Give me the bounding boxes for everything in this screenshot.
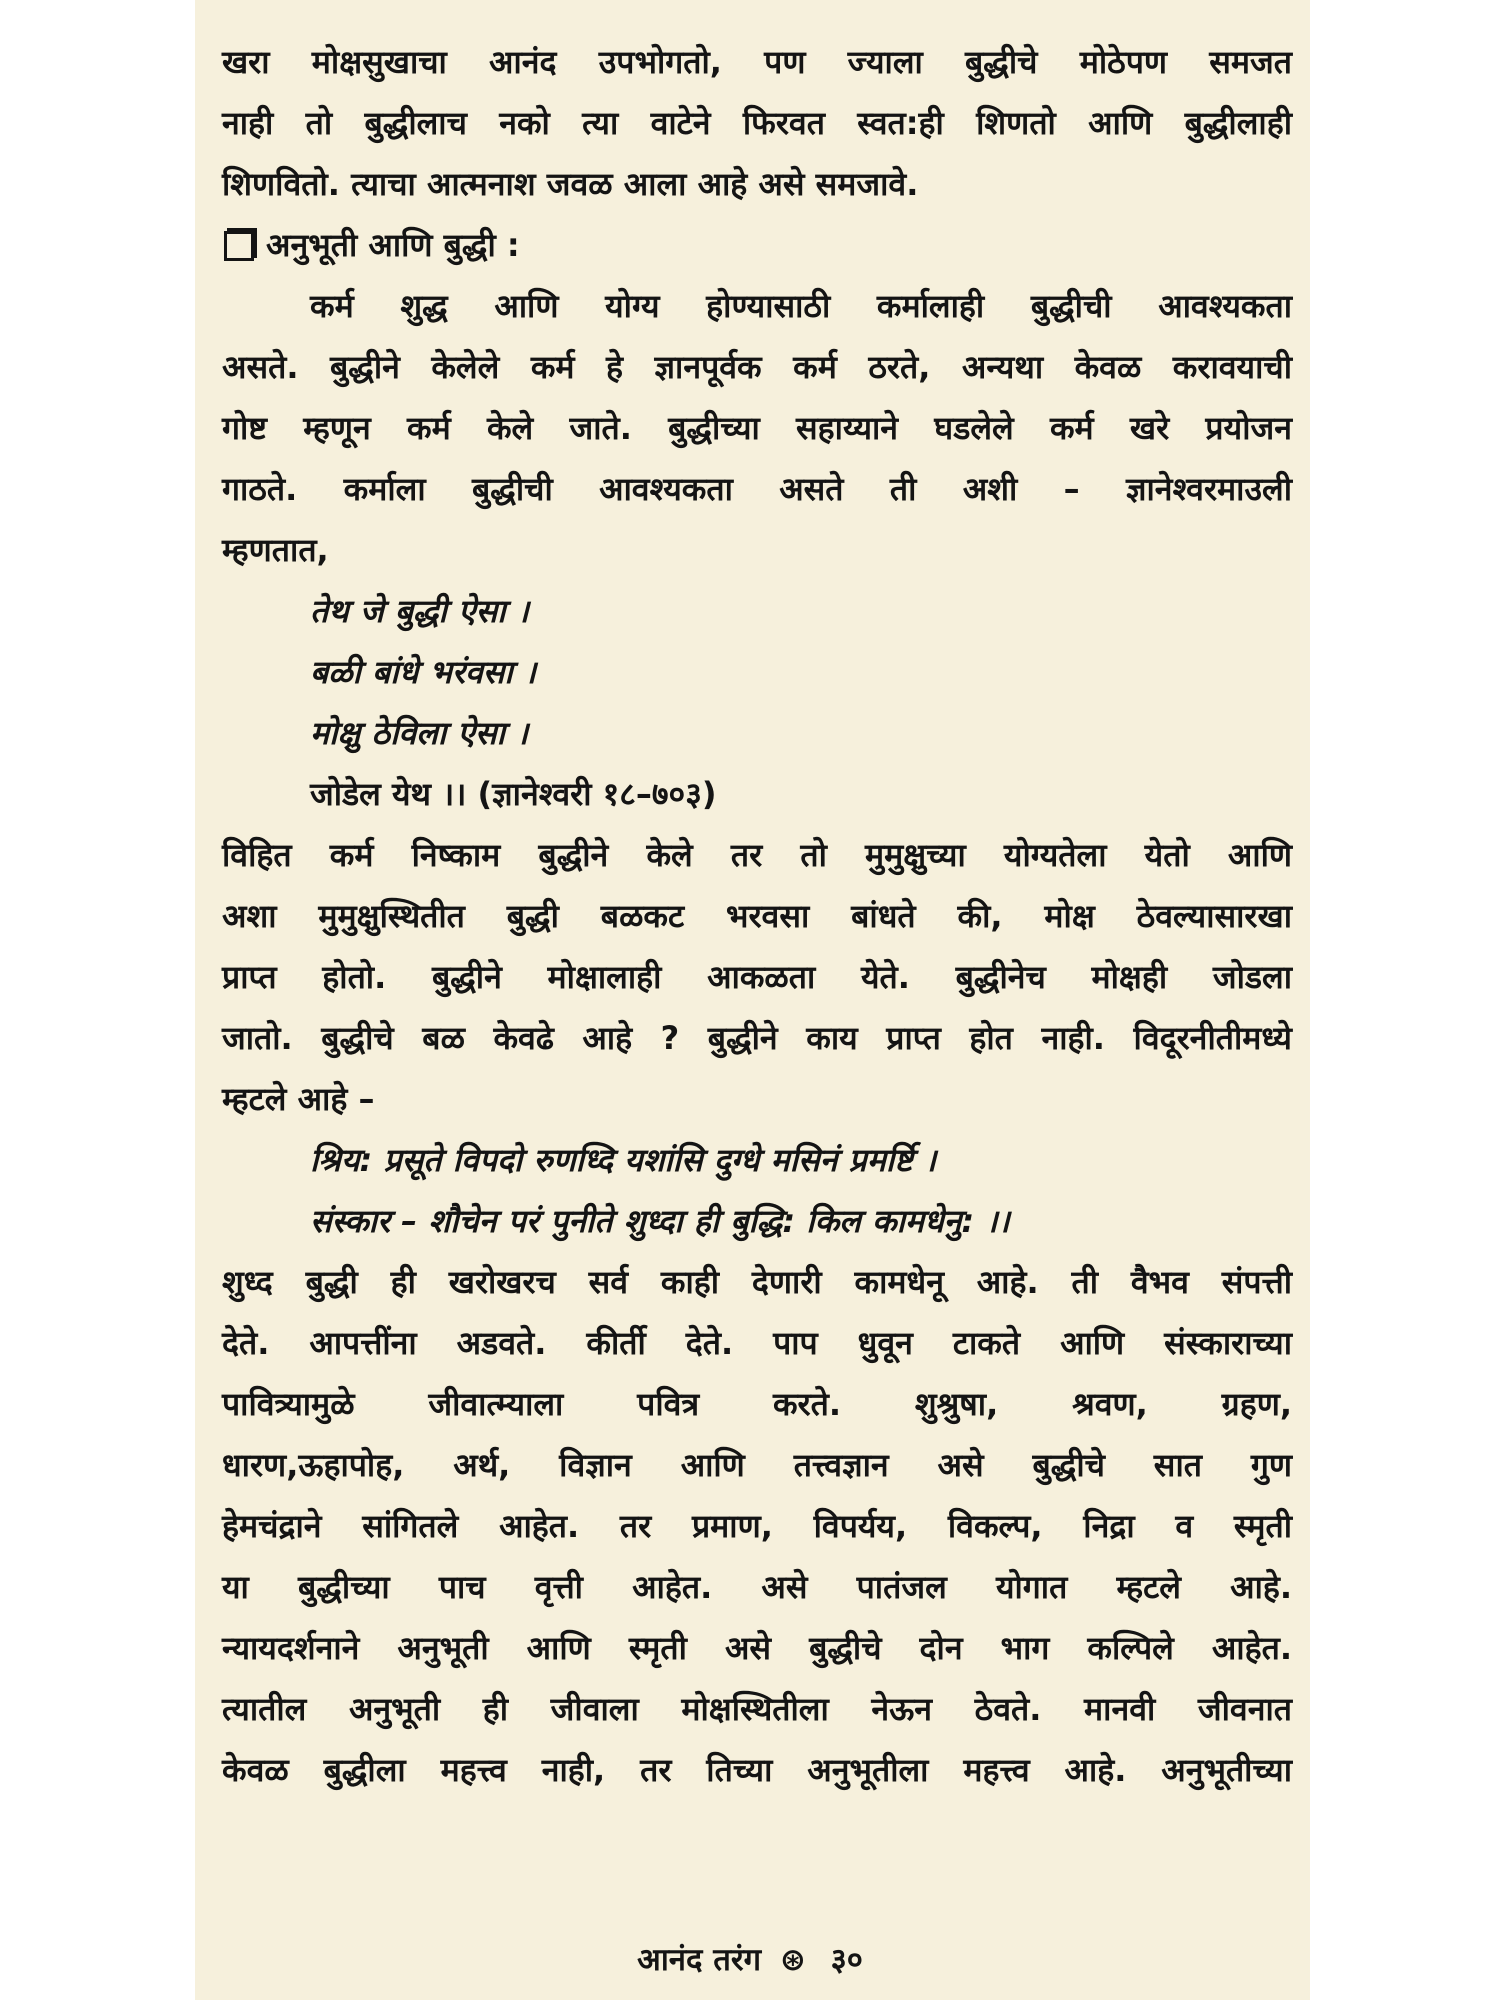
text-line: नाही तो बुद्धीलाच नको त्या वाटेने फिरवत स्वत:ही शिणतो आणि बुद्धीलाही [222, 104, 1292, 142]
text-line: अशा मुमुक्षुस्थितीत बुद्धी बळकट भरवसा बांधते की, मोक्ष ठेवल्यासारखा [222, 897, 1292, 935]
text-line: त्यातील अनुभूती ही जीवाला मोक्षस्थितीला नेऊन ठेवते. मानवी जीवनात [222, 1690, 1292, 1728]
text-line: शिणवितो. त्याचा आत्मनाश जवळ आला आहे असे समजावे. [222, 165, 919, 203]
verse-line: बळी बांधे भरंवसा । [310, 653, 536, 691]
text-line: जातो. बुद्धीचे बळ केवढे आहे ? बुद्धीने काय प्राप्त होत नाही. विदूरनीतीमध्ये [222, 1019, 1292, 1057]
text-line: कर्म शुद्ध आणि योग्य होण्यासाठी कर्मालाही बुद्धीची आवश्यकता [310, 287, 1292, 325]
text-line: न्यायदर्शनाने अनुभूती आणि स्मृती असे बुद्धीचे दोन भाग कल्पिले आहेत. [222, 1629, 1292, 1667]
page-footer [0, 1938, 1500, 1980]
checkbox-icon [224, 231, 254, 261]
text-line: गोष्ट म्हणून कर्म केले जाते. बुद्धीच्या सहाय्याने घडलेले कर्म खरे प्रयोजन [222, 409, 1292, 447]
text-line: विहित कर्म निष्काम बुद्धीने केले तर तो मुमुक्षुच्या योग्यतेला येतो आणि [222, 836, 1292, 874]
section-heading [222, 215, 1292, 276]
text-line: शुध्द बुद्धी ही खरोखरच सर्व काही देणारी कामधेनू आहे. ती वैभव संपत्ती [222, 1263, 1292, 1301]
sanskrit-verse-line: श्रिय: प्रसूते विपदो रुणध्दि यशांसि दुग्धे मसिनं प्रमर्ष्टि । [310, 1141, 937, 1179]
text-line: प्राप्त होतो. बुद्धीने मोक्षालाही आकळता येते. बुद्धीनेच मोक्षही जोडला [222, 958, 1292, 996]
text-line: हेमचंद्राने सांगितले आहेत. तर प्रमाण, विपर्यय, विकल्प, निद्रा व स्मृती [222, 1507, 1292, 1545]
text-line: धारण,ऊहापोह, अर्थ, विज्ञान आणि तत्त्वज्ञान असे बुद्धीचे सात गुण [222, 1446, 1292, 1484]
section-heading-text: अनुभूती आणि बुद्धी : [266, 226, 520, 264]
text-line: खरा मोक्षसुखाचा आनंद उपभोगतो, पण ज्याला बुद्धीचे मोठेपण समजत [222, 43, 1292, 81]
sanskrit-verse-line: संस्कार – शौचेन परं पुनीते शुध्दा ही बुद्धि: किल कामधेनु: ।। [310, 1202, 1010, 1240]
text-line: गाठते. कर्माला बुद्धीची आवश्यकता असते ती अशी – ज्ञानेश्वरमाउली [222, 470, 1292, 508]
book-title: आनंद तरंग [637, 1942, 762, 1978]
page-body [222, 32, 1292, 1801]
text-line: असते. बुद्धीने केलेले कर्म हे ज्ञानपूर्वक कर्म ठरते, अन्यथा केवळ करावयाची [222, 348, 1292, 386]
text-line: केवळ बुद्धीला महत्त्व नाही, तर तिच्या अनुभूतीला महत्त्व आहे. अनुभूतीच्या [222, 1751, 1292, 1789]
ornament-icon: ⊛ [779, 1942, 806, 1978]
text-line: पावित्र्यामुळे जीवात्म्याला पवित्र करते. शुश्रुषा, श्रवण, ग्रहण, [222, 1385, 1292, 1423]
verse-citation: जोडेल येथ ।। (ज्ञानेश्वरी १८–७०३) [310, 775, 717, 813]
text-line: देते. आपत्तींना अडवते. कीर्ती देते. पाप धुवून टाकते आणि संस्काराच्या [222, 1324, 1292, 1362]
verse-line: तेथ जे बुद्धी ऐसा । [310, 592, 529, 630]
text-line: म्हणतात, [222, 531, 329, 569]
page-number: ३० [830, 1942, 863, 1978]
text-line: म्हटले आहे – [222, 1080, 375, 1118]
verse-line: मोक्षु ठेविला ऐसा । [310, 714, 529, 752]
text-line: या बुद्धीच्या पाच वृत्ती आहेत. असे पातंजल योगात म्हटले आहे. [222, 1568, 1292, 1606]
